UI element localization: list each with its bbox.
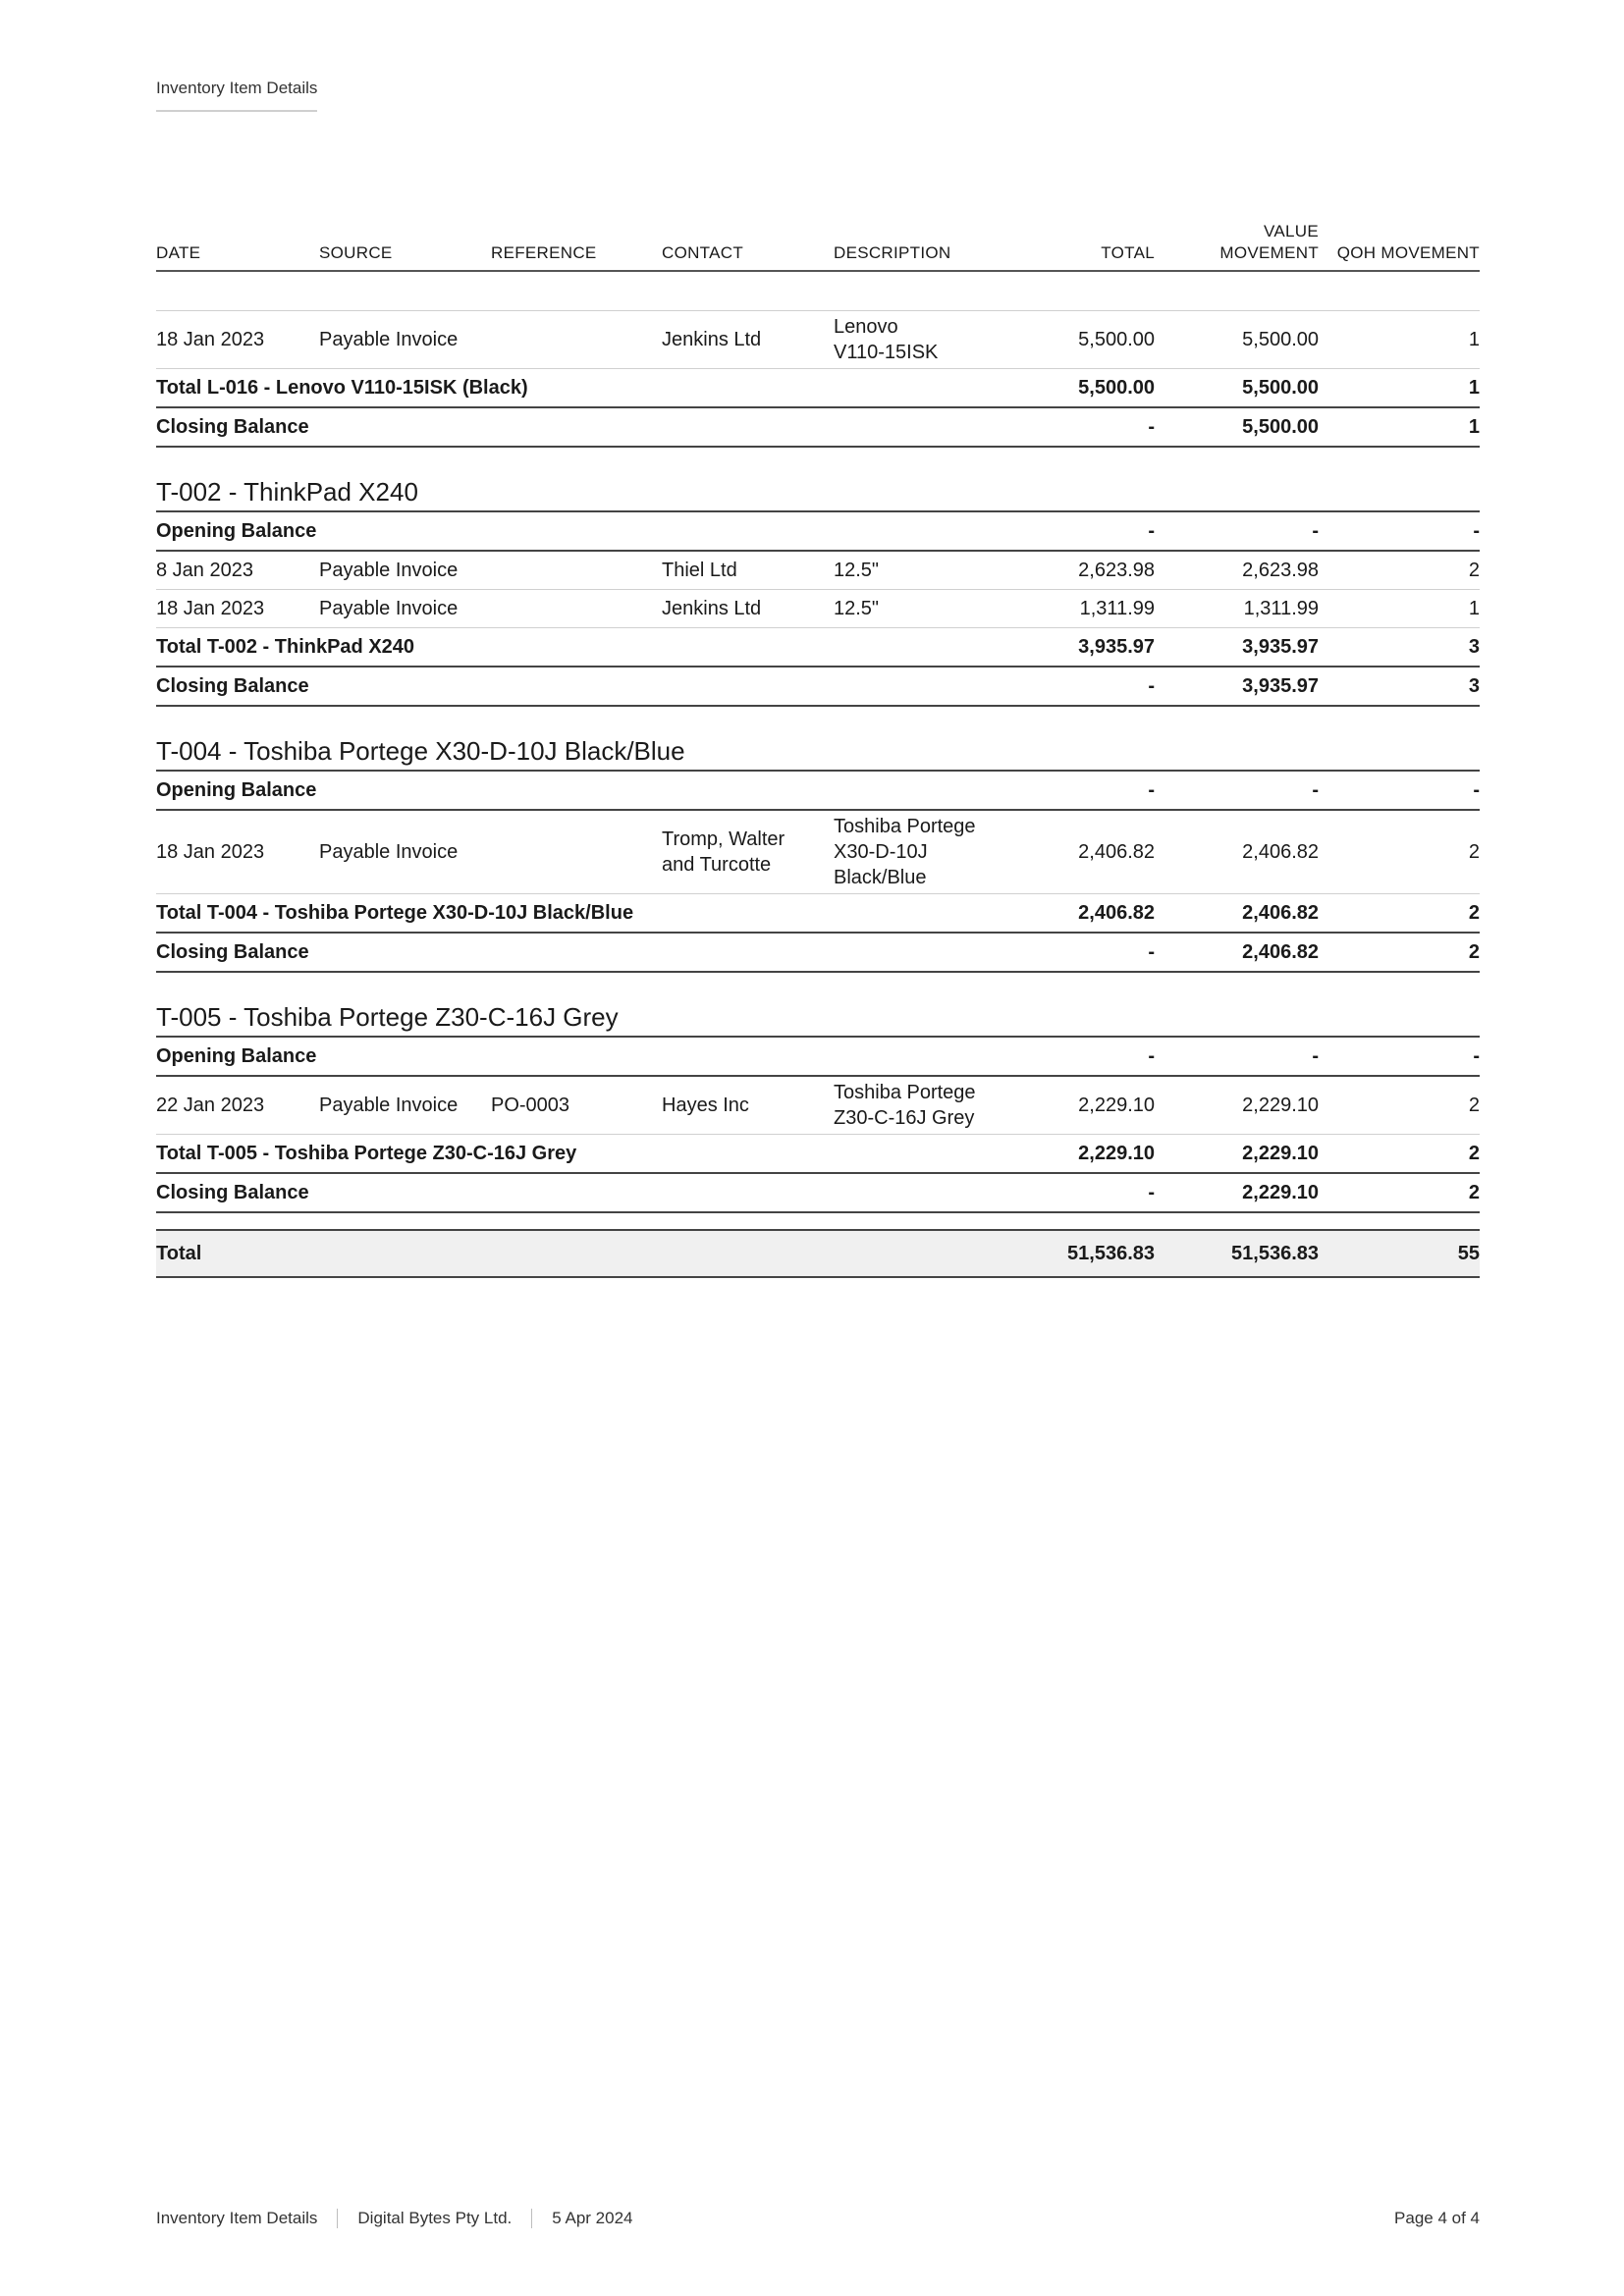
section-total-value: 2,229.10 <box>1163 1134 1326 1173</box>
row-description-line: X30-D-10J <box>834 840 928 863</box>
row-value-movement: 1,311.99 <box>1163 589 1326 627</box>
row-contact: Hayes Inc <box>662 1076 834 1135</box>
item-section-title: T-005 - Toshiba Portege Z30-C-16J Grey <box>156 972 1480 1037</box>
row-source: Payable Invoice <box>319 1076 491 1135</box>
row-qoh-movement: 1 <box>1326 310 1480 368</box>
col-header-reference: REFERENCE <box>491 221 662 271</box>
row-total: 5,500.00 <box>1030 310 1163 368</box>
section-total-qoh: 2 <box>1326 893 1480 933</box>
closing-balance-total: - <box>1030 1173 1163 1212</box>
closing-balance-label: Closing Balance <box>156 933 1030 972</box>
row-date: 18 Jan 2023 <box>156 589 319 627</box>
section-total-label: Total L-016 - Lenovo V110-15ISK (Black) <box>156 368 1030 407</box>
row-total: 2,229.10 <box>1030 1076 1163 1135</box>
row-description <box>834 310 1030 368</box>
table-row <box>156 589 1480 627</box>
row-date: 18 Jan 2023 <box>156 810 319 894</box>
table-row <box>156 551 1480 590</box>
closing-balance-label: Closing Balance <box>156 1173 1030 1212</box>
section-total-row <box>156 1134 1480 1173</box>
grand-total-total: 51,536.83 <box>1030 1230 1163 1277</box>
table-row <box>156 310 1480 368</box>
col-header-contact: CONTACT <box>662 221 834 271</box>
row-total: 2,623.98 <box>1030 551 1163 590</box>
section-total-value: 5,500.00 <box>1163 368 1326 407</box>
opening-balance-value: - <box>1163 1037 1326 1076</box>
col-header-source: SOURCE <box>319 221 491 271</box>
closing-balance-total: - <box>1030 933 1163 972</box>
row-value-movement: 2,229.10 <box>1163 1076 1326 1135</box>
closing-balance-value: 2,229.10 <box>1163 1173 1326 1212</box>
opening-balance-value: - <box>1163 511 1326 551</box>
opening-balance-row <box>156 1037 1480 1076</box>
section-total-value: 3,935.97 <box>1163 627 1326 667</box>
row-date: 18 Jan 2023 <box>156 310 319 368</box>
grand-total-row <box>156 1230 1480 1277</box>
table-row <box>156 810 1480 894</box>
item-section-heading <box>156 447 1480 511</box>
closing-balance-value: 5,500.00 <box>1163 407 1326 447</box>
grand-total-gap <box>156 1212 1480 1230</box>
col-header-description: DESCRIPTION <box>834 221 1030 271</box>
col-header-value-line2: MOVEMENT <box>1219 243 1319 262</box>
item-section-title: T-004 - Toshiba Portege X30-D-10J Black/Blue <box>156 706 1480 771</box>
row-source: Payable Invoice <box>319 551 491 590</box>
row-description-line: Z30-C-16J Grey <box>834 1106 975 1129</box>
row-contact: Jenkins Ltd <box>662 589 834 627</box>
inventory-details-table <box>156 221 1480 1278</box>
item-section-heading <box>156 706 1480 771</box>
table-header-row <box>156 221 1480 271</box>
section-total-qoh: 1 <box>1326 368 1480 407</box>
section-total-total: 3,935.97 <box>1030 627 1163 667</box>
row-qoh-movement: 2 <box>1326 1076 1480 1135</box>
row-description-line: Black/Blue <box>834 866 927 888</box>
opening-balance-row <box>156 511 1480 551</box>
opening-balance-label: Opening Balance <box>156 1037 1030 1076</box>
section-spacer <box>156 271 1480 310</box>
row-reference <box>491 589 662 627</box>
row-reference <box>491 810 662 894</box>
section-total-label: Total T-004 - Toshiba Portege X30-D-10J Black/Blue <box>156 893 1030 933</box>
grand-total-qoh: 55 <box>1326 1230 1480 1277</box>
row-total: 2,406.82 <box>1030 810 1163 894</box>
section-total-row <box>156 627 1480 667</box>
row-description-line: V110-15ISK <box>834 341 939 363</box>
row-contact: Thiel Ltd <box>662 551 834 590</box>
row-qoh-movement: 2 <box>1326 551 1480 590</box>
closing-balance-row <box>156 933 1480 972</box>
opening-balance-value: - <box>1163 771 1326 810</box>
row-reference <box>491 551 662 590</box>
opening-balance-total: - <box>1030 511 1163 551</box>
row-contact-line: Tromp, Walter <box>662 828 785 850</box>
footer-report-name: Inventory Item Details <box>156 2209 318 2227</box>
row-source: Payable Invoice <box>319 310 491 368</box>
row-contact-line: and Turcotte <box>662 853 772 876</box>
section-total-label: Total T-005 - Toshiba Portege Z30-C-16J Grey <box>156 1134 1030 1173</box>
section-total-value: 2,406.82 <box>1163 893 1326 933</box>
closing-balance-total: - <box>1030 667 1163 706</box>
row-description-line: Toshiba Portege <box>834 815 976 837</box>
opening-balance-label: Opening Balance <box>156 511 1030 551</box>
page-footer <box>156 2209 1480 2228</box>
opening-balance-label: Opening Balance <box>156 771 1030 810</box>
section-total-total: 2,229.10 <box>1030 1134 1163 1173</box>
closing-balance-qoh: 2 <box>1326 1173 1480 1212</box>
opening-balance-qoh: - <box>1326 1037 1480 1076</box>
closing-balance-qoh: 2 <box>1326 933 1480 972</box>
section-total-qoh: 2 <box>1326 1134 1480 1173</box>
col-header-value-line1: VALUE <box>1264 222 1319 240</box>
grand-total-value: 51,536.83 <box>1163 1230 1326 1277</box>
row-source: Payable Invoice <box>319 589 491 627</box>
section-total-qoh: 3 <box>1326 627 1480 667</box>
row-reference: PO-0003 <box>491 1076 662 1135</box>
closing-balance-value: 2,406.82 <box>1163 933 1326 972</box>
row-value-movement: 2,623.98 <box>1163 551 1326 590</box>
row-value-movement: 2,406.82 <box>1163 810 1326 894</box>
row-date: 22 Jan 2023 <box>156 1076 319 1135</box>
row-description-line: Toshiba Portege <box>834 1081 976 1103</box>
opening-balance-qoh: - <box>1326 771 1480 810</box>
row-source: Payable Invoice <box>319 810 491 894</box>
opening-balance-row <box>156 771 1480 810</box>
row-total: 1,311.99 <box>1030 589 1163 627</box>
grand-total-label: Total <box>156 1230 1030 1277</box>
footer-page-number: Page 4 of 4 <box>1394 2209 1480 2227</box>
section-total-row <box>156 893 1480 933</box>
row-description <box>834 1076 1030 1135</box>
row-description <box>834 810 1030 894</box>
col-header-total: TOTAL <box>1030 221 1163 271</box>
col-header-date: DATE <box>156 221 319 271</box>
closing-balance-row <box>156 1173 1480 1212</box>
item-section-title: T-002 - ThinkPad X240 <box>156 447 1480 511</box>
row-value-movement: 5,500.00 <box>1163 310 1326 368</box>
closing-balance-row <box>156 407 1480 447</box>
section-total-row <box>156 368 1480 407</box>
row-description: 12.5" <box>834 551 1030 590</box>
row-description-line: Lenovo <box>834 315 898 338</box>
closing-balance-row <box>156 667 1480 706</box>
report-header-title: Inventory Item Details <box>156 79 317 112</box>
closing-balance-label: Closing Balance <box>156 667 1030 706</box>
row-contact: Jenkins Ltd <box>662 310 834 368</box>
col-header-qoh-movement: QOH MOVEMENT <box>1326 221 1480 271</box>
closing-balance-qoh: 3 <box>1326 667 1480 706</box>
closing-balance-label: Closing Balance <box>156 407 1030 447</box>
closing-balance-qoh: 1 <box>1326 407 1480 447</box>
row-reference <box>491 310 662 368</box>
table-row <box>156 1076 1480 1135</box>
item-section-heading <box>156 972 1480 1037</box>
closing-balance-total: - <box>1030 407 1163 447</box>
col-header-value-movement <box>1163 221 1326 271</box>
footer-date: 5 Apr 2024 <box>531 2209 652 2228</box>
section-total-total: 5,500.00 <box>1030 368 1163 407</box>
opening-balance-total: - <box>1030 1037 1163 1076</box>
row-contact <box>662 810 834 894</box>
section-total-total: 2,406.82 <box>1030 893 1163 933</box>
closing-balance-value: 3,935.97 <box>1163 667 1326 706</box>
row-qoh-movement: 1 <box>1326 589 1480 627</box>
row-qoh-movement: 2 <box>1326 810 1480 894</box>
footer-company: Digital Bytes Pty Ltd. <box>337 2209 531 2228</box>
opening-balance-total: - <box>1030 771 1163 810</box>
opening-balance-qoh: - <box>1326 511 1480 551</box>
row-description: 12.5" <box>834 589 1030 627</box>
row-date: 8 Jan 2023 <box>156 551 319 590</box>
section-total-label: Total T-002 - ThinkPad X240 <box>156 627 1030 667</box>
